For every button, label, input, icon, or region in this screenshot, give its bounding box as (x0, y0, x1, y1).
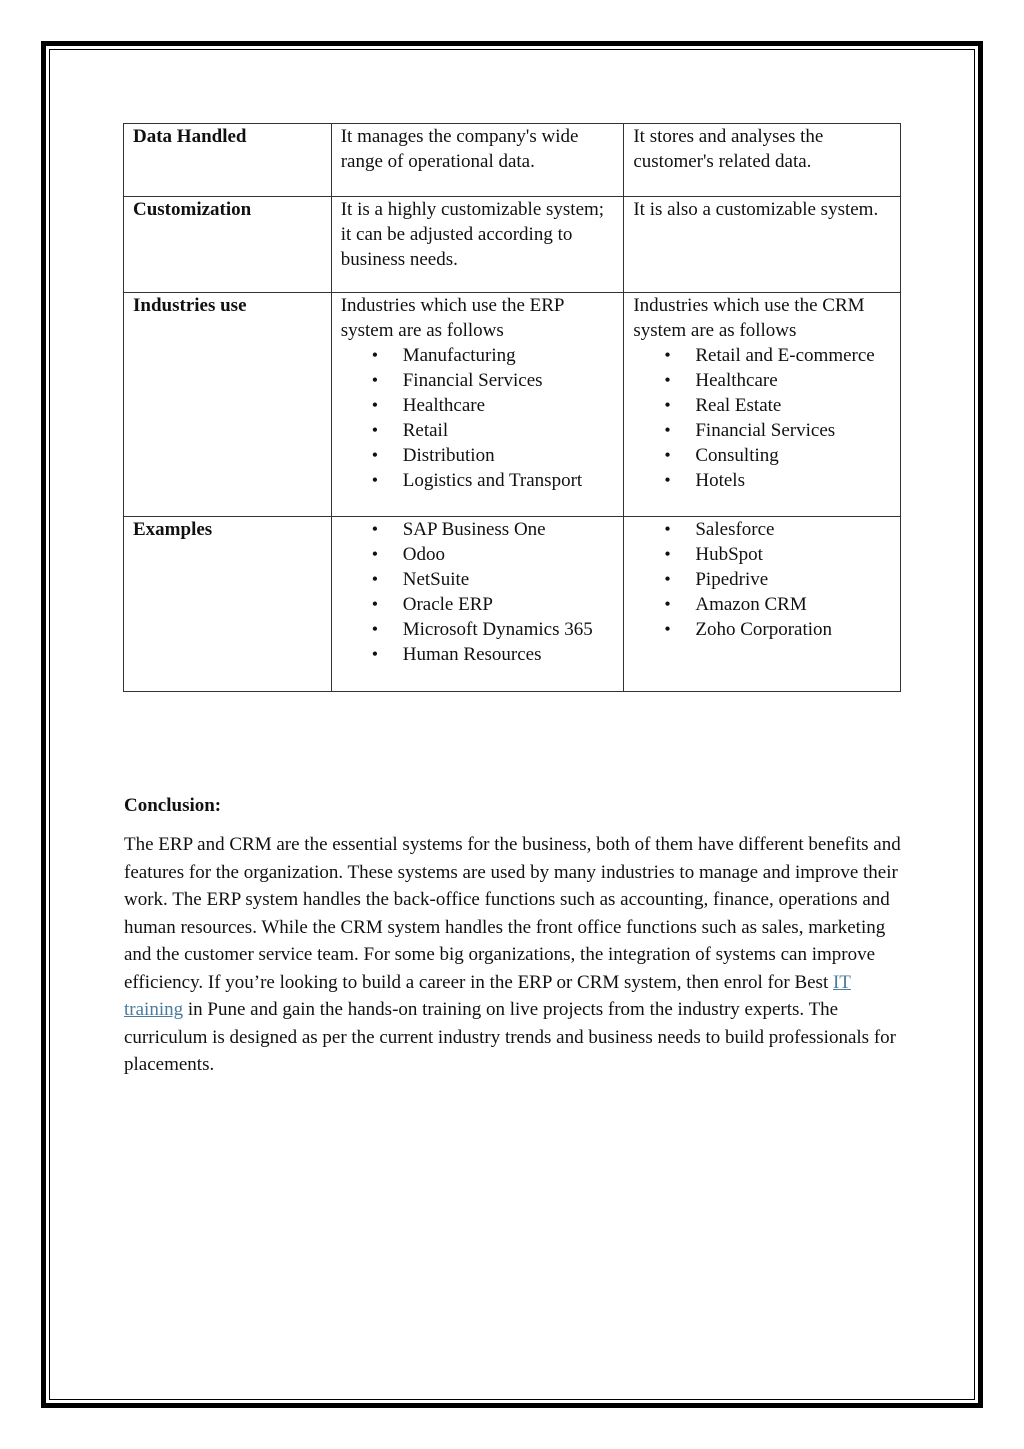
list-item: • SAP Business One (341, 517, 615, 542)
conclusion-text-after-link: in Pune and gain the hands-on training on live projects from the industry experts. The curriculum is designed as per the current industry trends and business needs to build professionals for placements. (124, 999, 896, 1075)
list-item: • Healthcare (633, 368, 891, 393)
crm-examples-list (633, 517, 891, 642)
table-row-customization (124, 197, 901, 293)
table-row-data-handled (124, 124, 901, 197)
erp-examples-list (341, 517, 615, 667)
list-item: • Distribution (341, 443, 615, 468)
erp-cell (331, 197, 624, 293)
conclusion-text-before-link: The ERP and CRM are the essential systems for the business, both of them have different benefits and features for the organization. These systems are used by many industries to manage and improve their work. The ERP system handles the back-office functions such as accounting, finance, operations and human resources. While the CRM system handles the front office functions such as sales, marketing and the customer service team. For some big organizations, the integration of systems can improve efficiency. If you’re looking to build a career in the ERP or CRM system, then enrol for Best (124, 834, 901, 993)
crm-text: Industries which use the CRM system are as follows (633, 295, 865, 341)
list-item: • Hotels (633, 468, 891, 493)
list-item: • Consulting (633, 443, 891, 468)
erp-cell (331, 517, 624, 692)
erp-text: Industries which use the ERP system are as follows (340, 295, 564, 341)
erp-text: It is a highly customizable system; it can be adjusted according to business needs. (340, 199, 605, 270)
list-item: • Retail and E-commerce (633, 343, 891, 368)
list-item: • Amazon CRM (633, 592, 891, 617)
list-item: • Salesforce (633, 517, 891, 542)
row-label: Customization (124, 197, 332, 293)
comparison-table (123, 123, 901, 692)
crm-cell (624, 517, 901, 692)
list-item: • Logistics and Transport (341, 468, 615, 493)
list-item: • Healthcare (341, 393, 615, 418)
erp-cell (331, 293, 624, 517)
list-item: • Manufacturing (341, 343, 615, 368)
row-label: Data Handled (124, 124, 332, 197)
list-item: • Oracle ERP (341, 592, 615, 617)
erp-industries-list (341, 343, 615, 493)
crm-industries-list (633, 343, 891, 493)
crm-cell (624, 293, 901, 517)
list-item: • NetSuite (341, 567, 615, 592)
list-item: • Financial Services (633, 418, 891, 443)
list-item: • Retail (341, 418, 615, 443)
list-item: • Real Estate (633, 393, 891, 418)
conclusion-heading: Conclusion: (124, 795, 222, 816)
crm-text: It stores and analyses the customer's related data. (633, 126, 824, 172)
list-item: • Microsoft Dynamics 365 (341, 617, 615, 642)
conclusion-paragraph (124, 831, 904, 1079)
crm-text: It is also a customizable system. (633, 199, 879, 220)
table-row-examples (124, 517, 901, 692)
row-label: Examples (124, 517, 332, 692)
list-item: • Odoo (341, 542, 615, 567)
list-item: • Financial Services (341, 368, 615, 393)
list-item: • HubSpot (633, 542, 891, 567)
list-item: • Zoho Corporation (633, 617, 891, 642)
list-item: • Pipedrive (633, 567, 891, 592)
list-item: • Human Resources (341, 642, 615, 667)
crm-cell (624, 197, 901, 293)
row-label: Industries use (124, 293, 332, 517)
erp-text: It manages the company's wide range of operational data. (340, 126, 579, 172)
table-row-industries-use (124, 293, 901, 517)
it-training-link[interactable]: IT training (124, 971, 851, 1020)
erp-cell (331, 124, 624, 197)
crm-cell (624, 124, 901, 197)
